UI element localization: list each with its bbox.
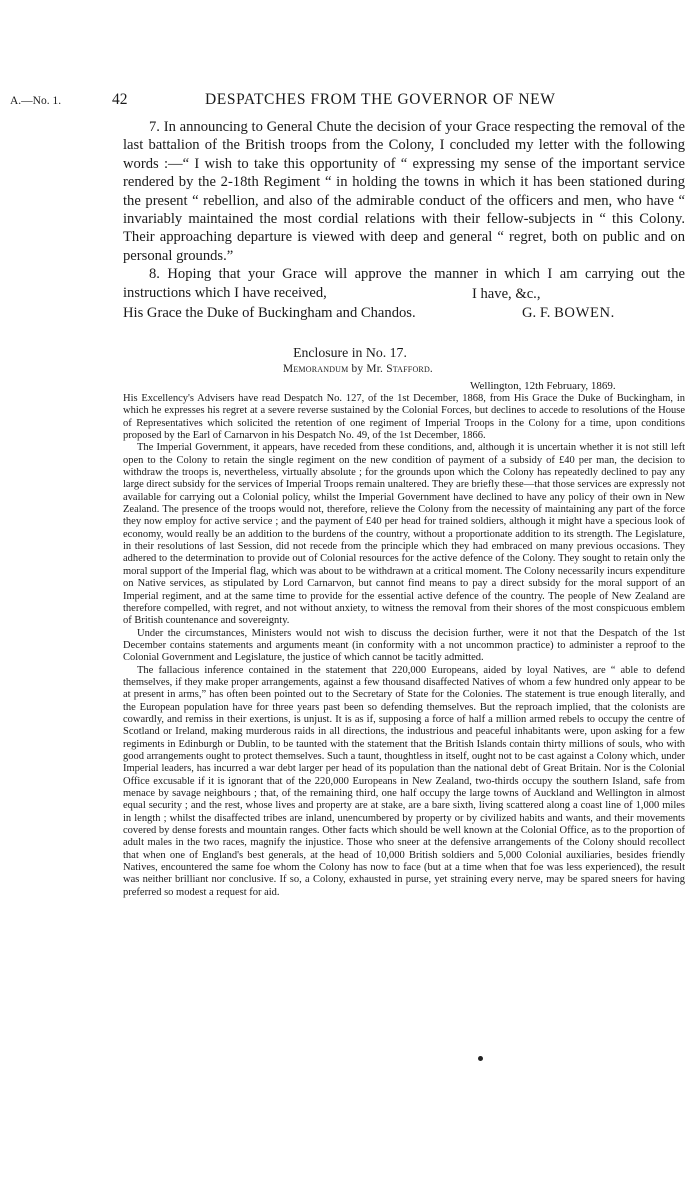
memorandum-by: by Mr. bbox=[351, 363, 384, 375]
memo-paragraph-1: His Excellency's Advisers have read Despatch No. 127, of the 1st December, 1868, from His Grace the Duke of Buckingham, in which he expresses his regret at a severe reverse sustained by the Colonial Forces, but declines to accede to resolutions of the House of Representatives which solicited the retention of one regiment of Imperial Troops in the Colony for a time, upon conditions proposed by the Earl of Carnarvon in his Despatch No. 49, of the 1st December, 1866. bbox=[123, 393, 685, 442]
paragraph-8: 8. Hoping that your Grace will approve the manner in which I am carrying out the instructions which I have received, bbox=[123, 266, 685, 301]
memo-paragraph-4: The fallacious inference contained in the statement that 220,000 Europeans, aided by loyal Natives, are “ able to defend themselves, if they make proper arrangements, against a few thousand disaffected Natives of whom a few hundred only appear to be at present in arms,” has often been pointed out to the Secretary of State for the Colonies. The statement is true enough literally, and the European population have for three years past been so defending themselves. But the reproach implied, that the colonists are cowardly, and remiss in their exertions, is unjust. It is as if, supposing a force of half a million armed rebels to occupy the centre of Scotland or Ireland, making murderous raids in all directions, the industrious and peaceful inhabitants were, upon asking for a few regiments in Edinburgh or Dublin, to be taunted with the statement that the British Islands contain thirty millions of souls, who with good arrangements ought to protect themselves. Such a taunt, thoughtless in itself, ought not to be cast against a Colony which, under Imperial leaders, has incurred a war debt larger per head of its population than the national debt of Great Britain. Nor is the Colonial Office excusable if it is ignorant that of the 220,000 Europeans in New Zealand, two-thirds occupy the southern Island, safe from menace by savage neighbours ; that, of the remaining third, one half occupy the large towns of Auckland and Wellington in almost equal security ; and the rest, whose lives and property are at stake, are a bare sixth, living scattered along a coast line of 1,000 miles in length ; whilst the disaffected tribes are inland, unencumbered by property or by civilized habits and wants, and their movements covered by dense forests and mountain ranges. Other facts which should be well known at the Colonial Office, as to the proportion of adult males in the two races, magnify the injustice. Those who sneer at the defensive arrangements of the Colony should recollect that when one of England's best generals, at the head of 10,000 British soldiers and 5,000 Colonial auxiliaries, besides friendly Natives, encountered the same foe whom the Colony has now to face (but at a time when that foe was less experienced), the result was neither brilliant nor conclusive. If so, a Colony, exhausted in purse, yet straining every nerve, may be spared sneers for having preferred so modest a request for aid. bbox=[123, 664, 685, 898]
despatch-body bbox=[123, 118, 685, 302]
memorandum-body bbox=[123, 393, 685, 899]
closing-line bbox=[123, 305, 685, 322]
running-title: DESPATCHES FROM THE GOVERNOR OF NEW bbox=[205, 91, 556, 108]
paragraph-7: 7. In announcing to General Chute the decision of your Grace respecting the removal of the last battalion of the British troops from the Colony, I concluded my letter with the following words :—“ I wish to take this opportunity of “ expressing my sense of the important service rendered by the 2-18th Regiment “ in holding the towns in which it has been stationed during the present “ rebellion, and also of the admirable conduct of the officers and men, who have “ invariably maintained the most cordial relations with their fellow-subjects in “ this Colony. Their approaching departure is viewed with deep and general “ regret, both on public and on personal grounds.” bbox=[123, 119, 685, 264]
signature-name: BOWEN. bbox=[554, 305, 615, 321]
enclosure-title: Enclosure in No. 17. bbox=[293, 345, 407, 360]
signature bbox=[522, 305, 615, 322]
addressee: His Grace the Duke of Buckingham and Chandos. bbox=[123, 305, 416, 321]
memorandum-heading bbox=[283, 363, 433, 375]
memo-paragraph-2: The Imperial Government, it appears, have receded from these conditions, and, although it is uncertain whether it is not still left open to the Colony to retain the single regiment on the new condition of payment of a subsidy of £40 per man, the decision to withdraw the troops is, nevertheless, virtually absolute ; for the grounds upon which the Colony has repeatedly declined to pay any large direct subsidy for the services of Imperial Troops remain unaltered. They are briefly these—that those services are expressly not available for carrying out a Colonial policy, whilst the Imperial Government have declined to have any policy of their own in New Zealand. The presence of the troops would not, therefore, relieve the Colony from the necessity of maintaining any part of the force they now employ for active service ; and the payment of £40 per head for trained soldiers, although it might have a specious look of economy, would really be an addition to the burdens of the country, without a proportionate addition to its strength. The Legislature, in their resolutions of last Session, did not recede from the principle which they had embraced on many previous occasions. They adhered to the determination to provide out of Colonial resources for the active defence of the Colony. They sought to retain only the moral support of the Imperial flag, which was about to be withdrawn at a critical moment. The Colony necessarily incurs expenditure on Native services, as stipulated by Lord Carnarvon, but cannot find means to pay a direct subsidy for the moral support of an Imperial regiment, and at the same time to provide for the essential active defence of the country. The people of New Zealand are therefore compelled, with regret, and not without anxiety, to witness the removal from their shores of the most conspicuous emblem of British countenance and sovereignty. bbox=[123, 442, 685, 627]
memorandum-author: Stafford. bbox=[386, 363, 433, 375]
closing-formula: I have, &c., bbox=[472, 286, 541, 302]
memo-paragraph-3: Under the circumstances, Ministers would not wish to discuss the decision further, were it not that the Despatch of the 1st December contains statements and arguments meant (in conformity with a not uncommon practice) to administer a reproof to the Colonial Government and Legislature, the justice of which cannot be tacitly admitted. bbox=[123, 627, 685, 664]
signature-initials: G. F. bbox=[522, 305, 551, 321]
memorandum-dateline: Wellington, 12th February, 1869. bbox=[470, 380, 616, 392]
memorandum-label: Memorandum bbox=[283, 363, 349, 375]
printer-mark bbox=[478, 1056, 483, 1061]
page-number: 42 bbox=[112, 91, 128, 108]
page-reference: A.—No. 1. bbox=[10, 95, 62, 107]
